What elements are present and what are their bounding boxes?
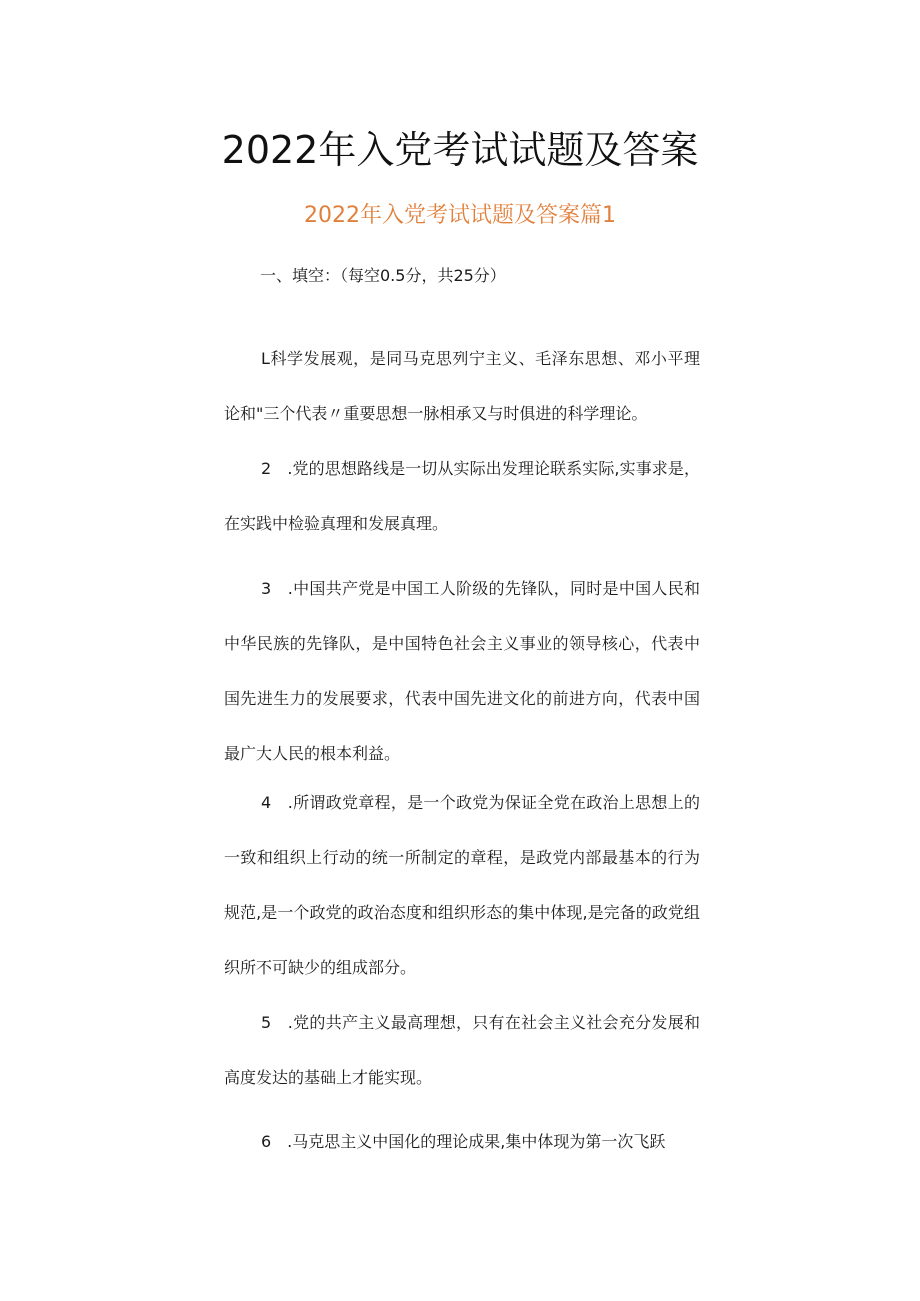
paragraph-4: 4 .所谓政党章程，是一个政党为保证全党在政治上思想上的一致和组织上行动的统一所制定的章程，是政党内部最基本的行为规范,是一个政党的政治态度和组织形态的集中体现,是完备的政党组织所不可缺少的组成部分。 — [224, 793, 700, 977]
document-subtitle: 2022年入党考试试题及答案篇1 — [304, 203, 616, 228]
paragraph-1: L科学发展观，是同马克思列宁主义、毛泽东思想、邓小平理论和"三个代表〃重要思想一脉相承又与时俱进的科学理论。 — [224, 349, 700, 423]
document-title: 2022年入党考试试题及答案 — [221, 128, 699, 172]
paragraph-6: 6 .马克思主义中国化的理论成果,集中体现为第一次飞跃 — [261, 1132, 666, 1151]
paragraph-3: 3 .中国共产党是中国工人阶级的先锋队，同时是中国人民和中华民族的先锋队，是中国特色社会主义事业的领导核心，代表中国先进生力的发展要求，代表中国先进文化的前进方向，代表中国最广大人民的根本利益。 — [224, 579, 700, 763]
paragraph-5: 5 .党的共产主义最高理想，只有在社会主义社会充分发展和高度发达的基础上才能实现。 — [224, 1013, 700, 1087]
section-heading: 一、填空：（每空0.5分，共25分） — [260, 266, 506, 285]
paragraph-2: 2 .党的思想路线是一切从实际出发理论联系实际,实事求是，在实践中检验真理和发展真理。 — [224, 459, 700, 533]
